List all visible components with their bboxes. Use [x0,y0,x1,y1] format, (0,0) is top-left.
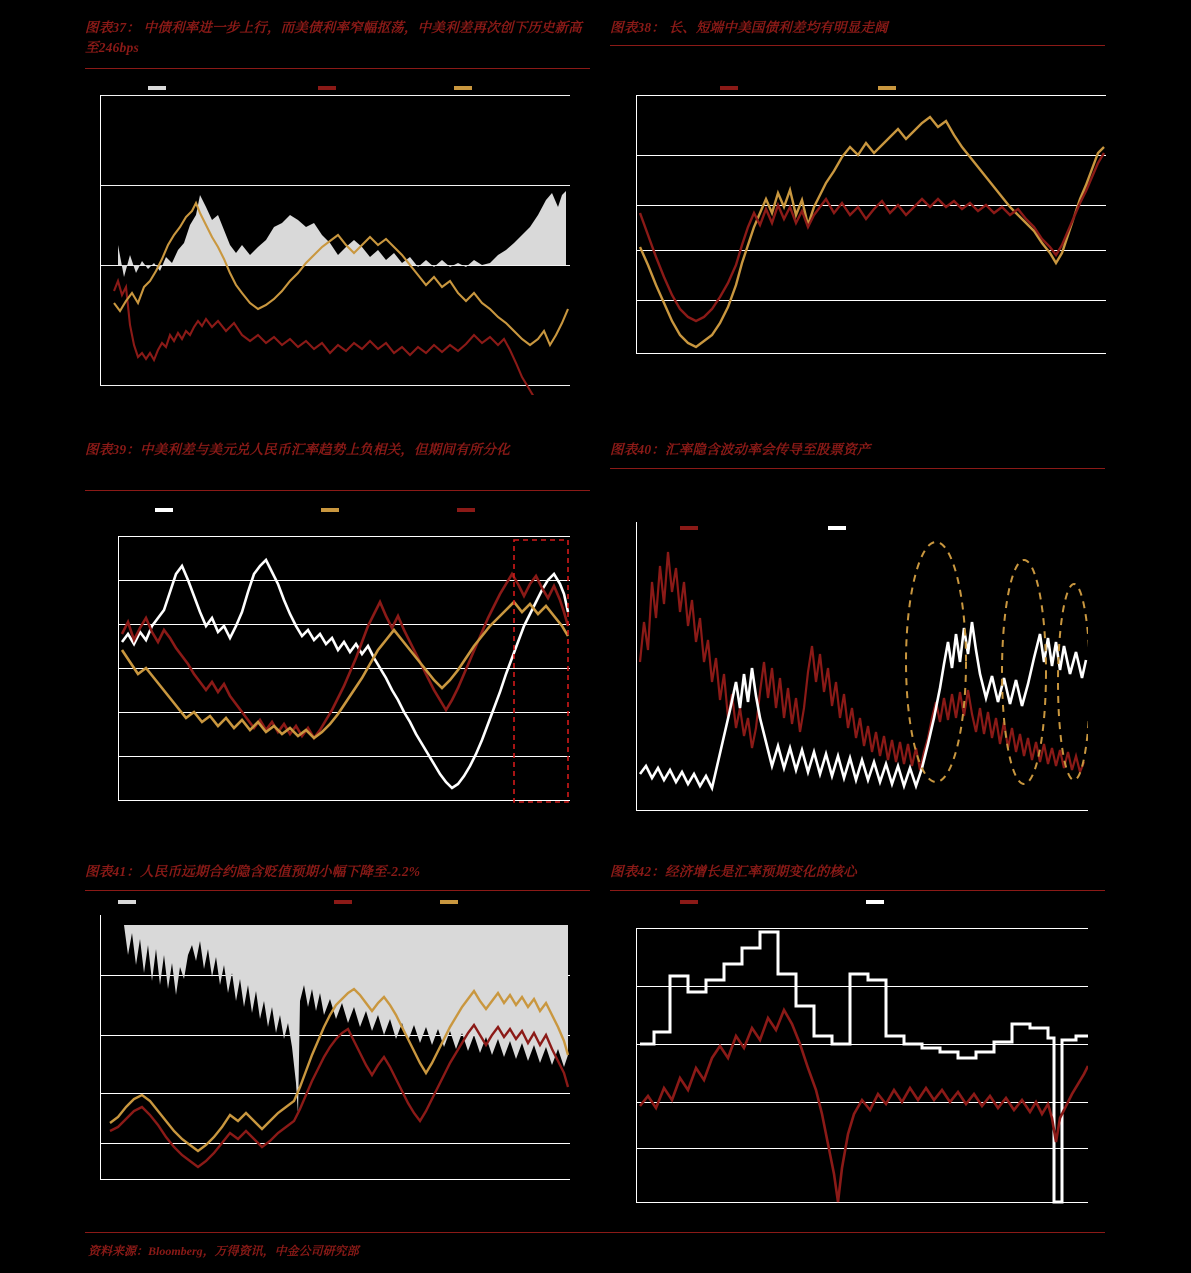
legend-swatch-red [720,86,738,90]
exhibit-37-rule [85,68,590,69]
exhibit-38-plot [636,95,1106,365]
exhibit-38 [610,18,1105,38]
legend-swatch-red [318,86,336,90]
exhibit-39 [85,440,590,460]
legend-swatch-gold [321,508,339,512]
exhibit-41-title: 图表41：人民币远期合约隐含贬值预期小幅下降至-2.2% [85,864,421,879]
exhibit-39-rule [85,490,590,491]
exhibit-38-title: 图表38： 长、短端中美国债利差均有明显走阔 [610,20,888,35]
legend-swatch-grey [148,86,166,90]
exhibit-41 [85,862,590,882]
exhibit-39-plot [118,522,570,812]
legend-swatch-gold [878,86,896,90]
exhibit-41-plot [100,915,570,1190]
exhibit-42-plot [636,918,1088,1208]
exhibit-37-plot [100,95,570,395]
legend-swatch-red [680,900,698,904]
exhibit-42 [610,862,1105,882]
exhibit-37-title: 图表37： 中债利率进一步上行，而美债利率窄幅抠荡，中美利差再次创下历史新高至246bps [85,20,582,55]
exhibit-37 [85,18,590,58]
source-rule [85,1232,1105,1233]
exhibit-40-plot [636,522,1088,817]
legend-swatch-red [334,900,352,904]
exhibit-37-legend [148,86,568,90]
legend-swatch-white [866,900,884,904]
exhibit-42-title: 图表42：经济增长是汇率预期变化的核心 [610,864,857,879]
exhibit-39-title: 图表39：中美利差与美元兑人民币汇率趋势上负相关，但期间有所分化 [85,442,510,457]
exhibit-41-rule [85,890,590,891]
legend-swatch-gold [440,900,458,904]
exhibit-40-rule [610,468,1105,469]
legend-swatch-white [155,508,173,512]
source-note: 资料来源：Bloomberg，万得资讯，中金公司研究部 [88,1244,359,1258]
exhibit-41-legend [118,900,538,904]
exhibit-39-legend [155,508,575,512]
exhibit-42-rule [610,890,1105,891]
legend-swatch-grey [118,900,136,904]
exhibit-40-title: 图表40：汇率隐含波动率会传导至股票资产 [610,442,871,457]
exhibit-38-legend [720,86,1020,90]
legend-swatch-red [457,508,475,512]
legend-swatch-gold [454,86,472,90]
exhibit-42-legend [680,900,980,904]
exhibit-38-rule [610,45,1105,46]
exhibit-40 [610,440,1105,460]
